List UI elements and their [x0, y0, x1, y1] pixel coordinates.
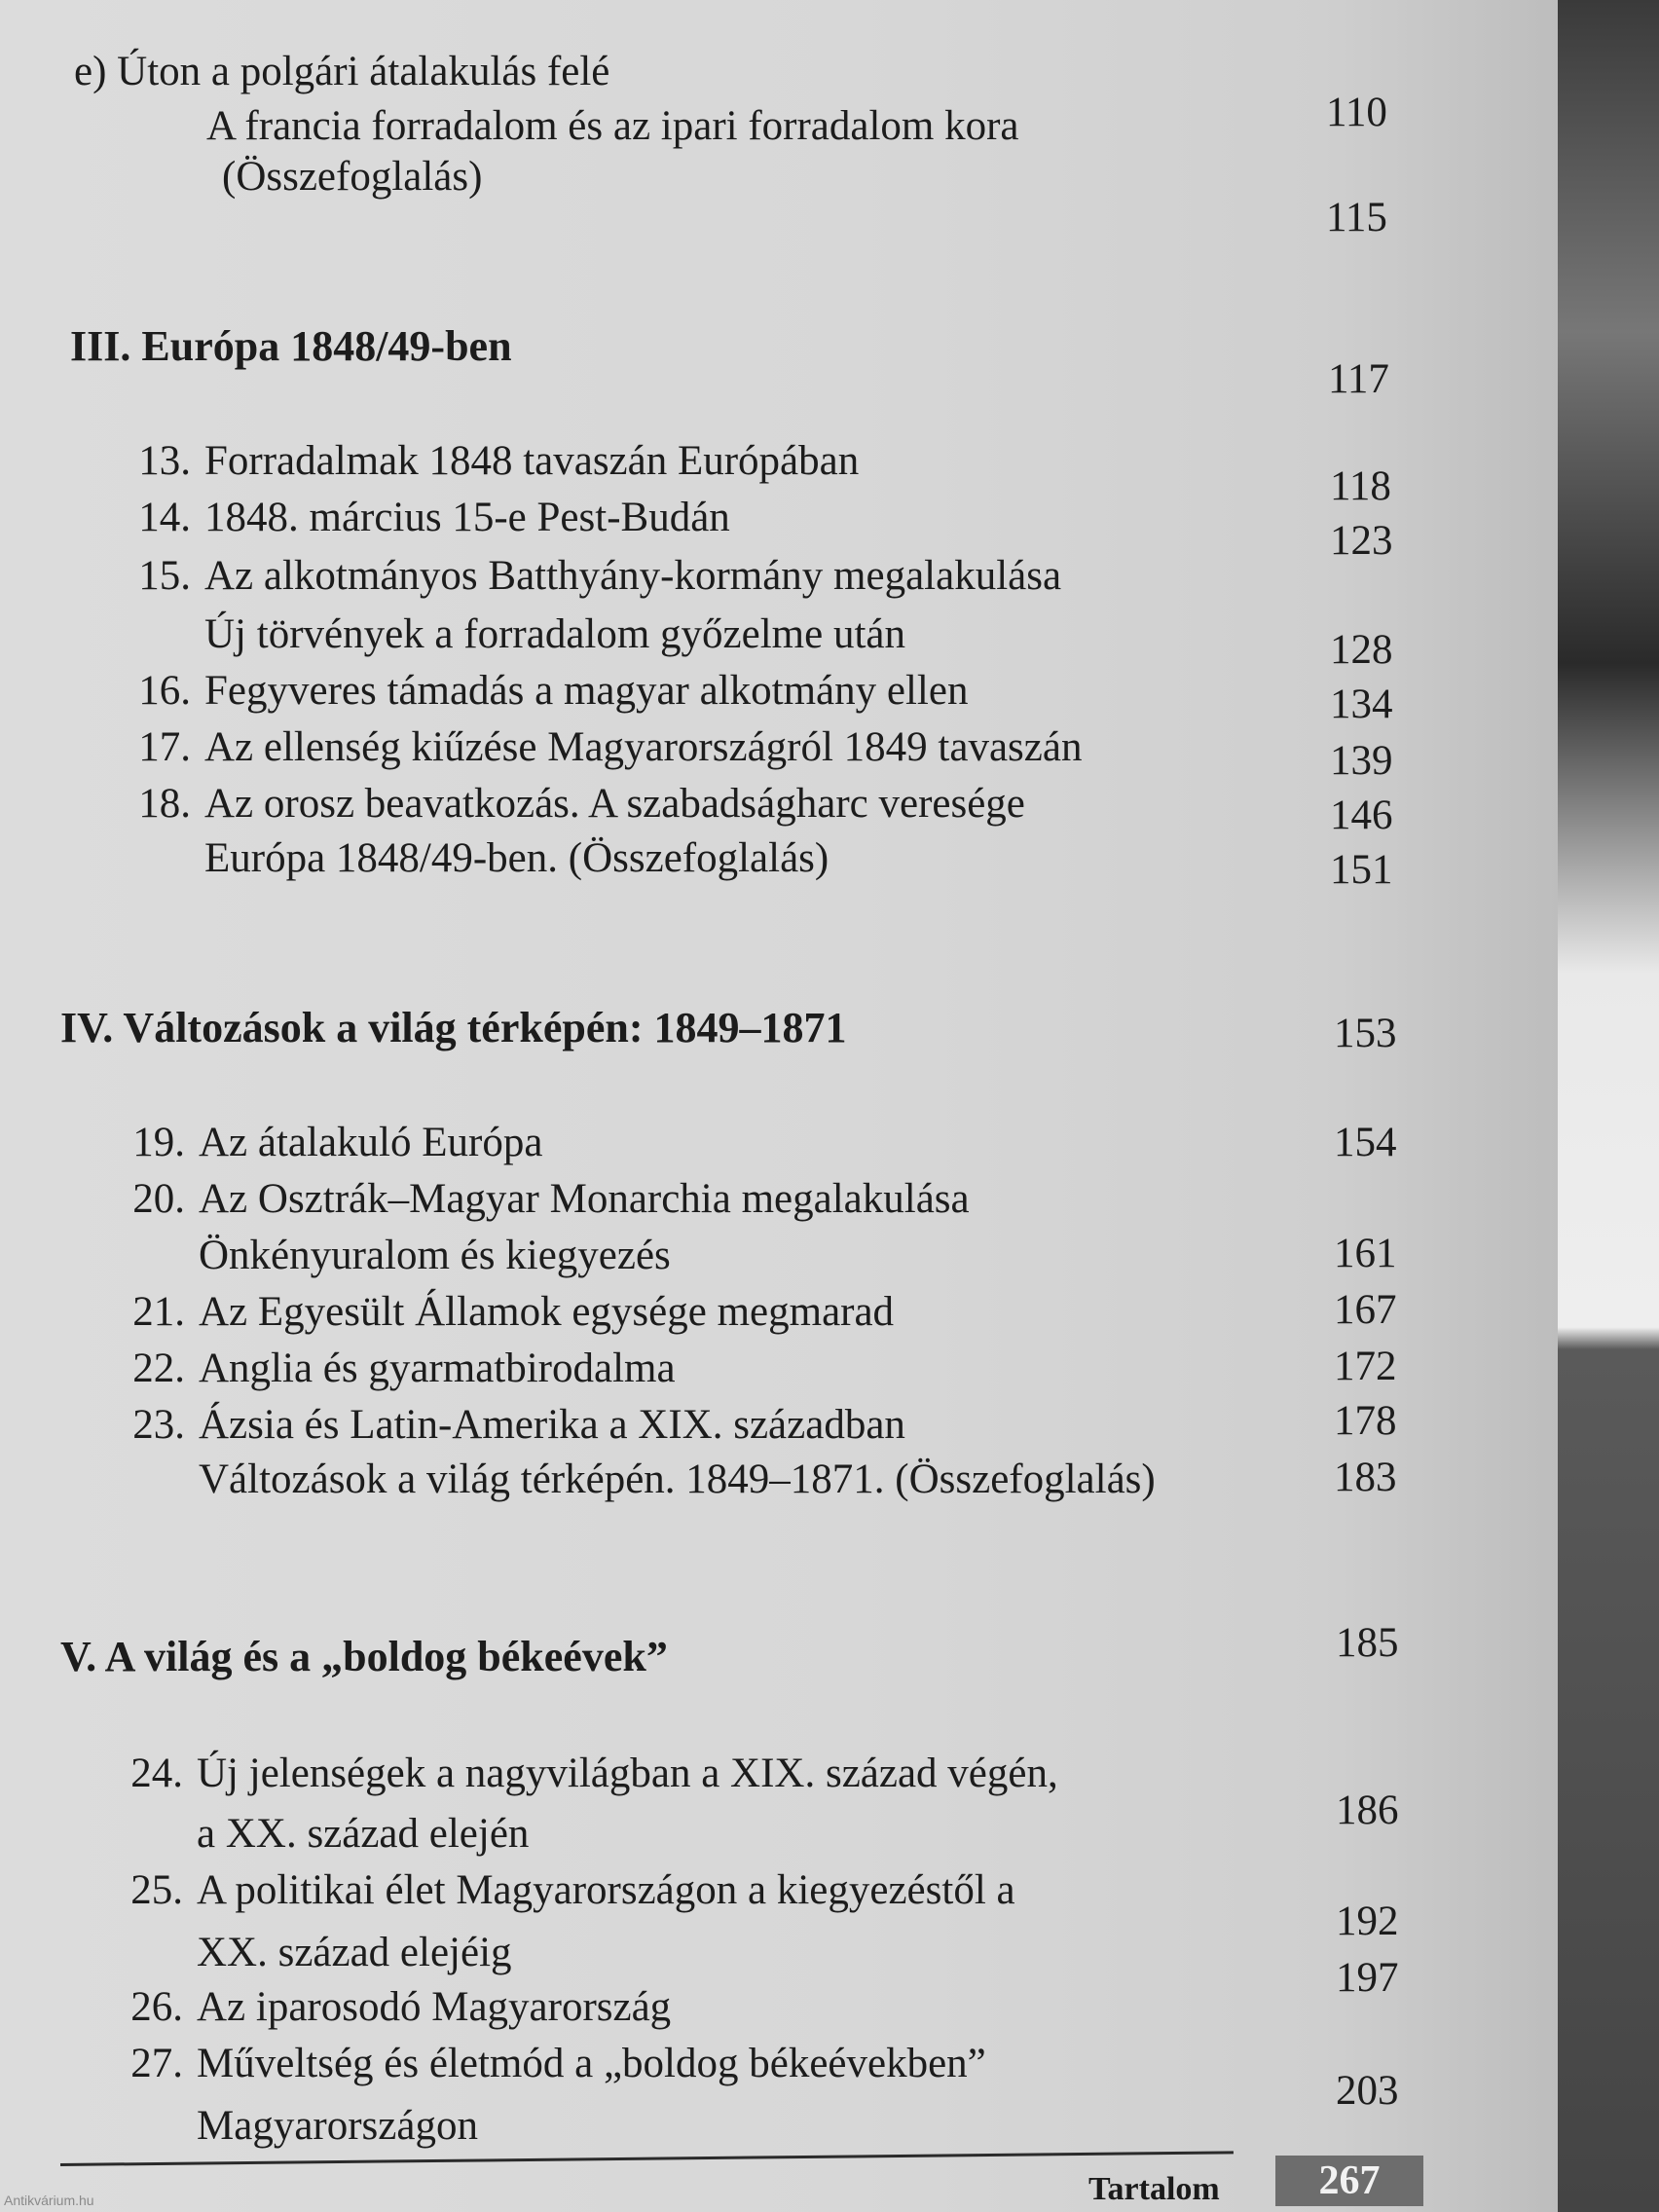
- entry-title: Európa 1848/49-ben. (Összefoglalás): [204, 835, 830, 881]
- entry-title: Műveltség és életmód a „boldog békeévekben”: [197, 2041, 986, 2086]
- toc-entry: [115, 555, 1061, 597]
- part-heading: III. Európa 1848/49-ben: [70, 322, 512, 370]
- footer-rule: [60, 2151, 1234, 2166]
- page-edge: [1558, 0, 1659, 2212]
- page-number: 146: [1330, 793, 1393, 838]
- entry-number: 21.: [132, 1289, 185, 1335]
- entry-title: Anglia és gyarmatbirodalma: [199, 1346, 676, 1391]
- entry-number: 20.: [132, 1176, 185, 1222]
- entry-title: Új törvények a forradalom győzelme után: [204, 611, 905, 657]
- toc-entry: [107, 1869, 1015, 1911]
- entry-number: 23.: [132, 1402, 185, 1448]
- toc-entry: [109, 1347, 676, 1389]
- page-number: 185: [1336, 1620, 1399, 1666]
- page-number: 172: [1334, 1344, 1397, 1389]
- entry-number: 15.: [138, 553, 191, 599]
- toc-entry: [115, 783, 1025, 825]
- watermark-text: Antikvárium.hu: [4, 2193, 94, 2208]
- section-title: e) Úton a polgári átalakulás felé: [74, 49, 610, 94]
- page-number: 123: [1330, 518, 1393, 564]
- page-number: 192: [1336, 1899, 1399, 1944]
- toc-entry-text: A francia forradalom és az ipari forradalom kora: [206, 103, 1019, 149]
- page-number: 183: [1334, 1455, 1397, 1500]
- entry-number: 26.: [130, 1984, 183, 2030]
- toc-entry: [115, 613, 905, 655]
- entry-title: Az Egyesült Államok egysége megmarad: [199, 1289, 895, 1335]
- entry-title: a XX. század elején: [197, 1811, 530, 1857]
- page-number: 139: [1330, 738, 1393, 784]
- entry-title: Az ellenség kiűzése Magyarországról 1849 tavaszán: [204, 724, 1083, 770]
- entry-number: 13.: [138, 438, 191, 484]
- toc-entry: [107, 1986, 671, 2028]
- page-number: 151: [1330, 847, 1393, 893]
- part-heading: V. A világ és a „boldog békeévek”: [60, 1633, 668, 1680]
- page-number: 197: [1336, 1955, 1399, 2001]
- entry-title: Az Osztrák–Magyar Monarchia megalakulása: [199, 1176, 970, 1222]
- entry-number: 17.: [138, 724, 191, 770]
- entry-number: 16.: [138, 668, 191, 714]
- page-number: 118: [1330, 463, 1391, 509]
- entry-number: 25.: [130, 1867, 183, 1913]
- toc-entry: [115, 497, 730, 538]
- toc-entry: [107, 1752, 1058, 1794]
- page-number: 186: [1336, 1788, 1399, 1833]
- toc-entry: [109, 1458, 1156, 1500]
- entry-title: Önkényuralom és kiegyezés: [199, 1233, 671, 1278]
- entry-title: XX. század elejéig: [197, 1930, 512, 1975]
- entry-title: A politikai élet Magyarországon a kiegyezéstől a: [197, 1867, 1015, 1913]
- entry-title: Magyarországon: [197, 2103, 478, 2149]
- toc-entry: [109, 1122, 542, 1163]
- page-number: 153: [1334, 1011, 1397, 1056]
- toc-entry: [107, 2043, 986, 2084]
- entry-number: 24.: [130, 1751, 183, 1796]
- page-number: 161: [1334, 1231, 1397, 1276]
- entry-number: 19.: [132, 1120, 185, 1165]
- toc-entry: [109, 1235, 671, 1276]
- footer-label: Tartalom: [1088, 2171, 1220, 2207]
- toc-entry: [109, 1178, 970, 1220]
- entry-number: 14.: [138, 495, 191, 540]
- toc-entry: [109, 1291, 894, 1333]
- page-number: 203: [1336, 2068, 1399, 2114]
- entry-title: Az átalakuló Európa: [199, 1120, 543, 1165]
- toc-entry: [115, 440, 859, 482]
- page-number: 128: [1330, 627, 1393, 673]
- toc-entry: [115, 726, 1082, 768]
- entry-number: 27.: [130, 2041, 183, 2086]
- page-number: 110: [1326, 90, 1387, 135]
- toc-entry-text: (Összefoglalás): [222, 154, 483, 200]
- page-number: 115: [1326, 195, 1387, 240]
- entry-title: 1848. március 15-e Pest-Budán: [204, 495, 730, 540]
- toc-entry: [109, 1404, 905, 1446]
- entry-title: Fegyveres támadás a magyar alkotmány ellen: [204, 668, 969, 714]
- page-number: 154: [1334, 1120, 1397, 1165]
- page-number: 178: [1334, 1398, 1397, 1444]
- toc-entry: [107, 1813, 529, 1855]
- entry-title: Az orosz beavatkozás. A szabadságharc veresége: [204, 781, 1025, 827]
- footer-page-number: 267: [1275, 2156, 1423, 2206]
- page-number: 117: [1328, 356, 1389, 402]
- toc-entry: [115, 670, 968, 712]
- entry-number: 22.: [132, 1346, 185, 1391]
- entry-number: 18.: [138, 781, 191, 827]
- page-number: 167: [1334, 1287, 1397, 1333]
- page-number: 134: [1330, 682, 1393, 727]
- toc-entry: [107, 2105, 478, 2147]
- entry-title: Az alkotmányos Batthyány-kormány megalakulása: [204, 553, 1062, 599]
- entry-title: Az iparosodó Magyarország: [197, 1984, 672, 2030]
- toc-entry: [115, 837, 829, 879]
- entry-title: Forradalmak 1848 tavaszán Európában: [204, 438, 860, 484]
- entry-title: Változások a világ térképén. 1849–1871. (Összefoglalás): [199, 1456, 1156, 1502]
- toc-entry: [107, 1932, 512, 1973]
- part-heading: IV. Változások a világ térképén: 1849–1871: [60, 1004, 847, 1051]
- entry-title: Ázsia és Latin-Amerika a XIX. században: [199, 1402, 905, 1448]
- entry-title: Új jelenségek a nagyvilágban a XIX. század végén,: [197, 1751, 1058, 1796]
